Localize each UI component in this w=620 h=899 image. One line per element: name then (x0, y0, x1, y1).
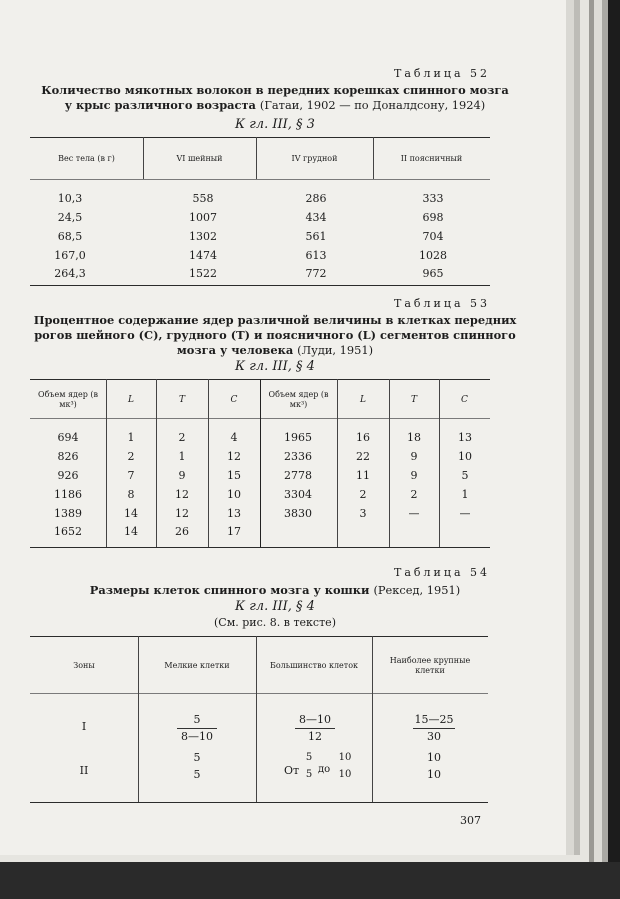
table54-note: (См. рис. 8. в тексте) (214, 616, 336, 629)
table53-cell: 2778 (284, 469, 312, 482)
page-edge (580, 0, 589, 899)
table53-cell: 22 (356, 450, 370, 463)
table53-header-T: T (178, 395, 185, 405)
table54-bottom-rule (30, 802, 488, 803)
table52-header-weight: Вес тела (в г) (58, 154, 115, 163)
table53-cell: 9 (410, 469, 418, 482)
table53-cell: 2336 (284, 450, 312, 463)
table54-label: Таблица 54 (394, 566, 490, 579)
table52-ref: К гл. III, § 3 (235, 117, 315, 132)
table52-cell: 68,5 (57, 230, 83, 243)
table53-cell: 1186 (54, 488, 82, 501)
table52-cell: 772 (305, 267, 327, 280)
table53-header-C: C (461, 395, 468, 405)
table53-cell: 1389 (54, 507, 82, 520)
table52-cell: 10,3 (57, 192, 83, 205)
table53-cell: 12 (175, 488, 189, 501)
table53-cell: 3 (359, 507, 367, 520)
table53-cell: 3304 (284, 488, 312, 501)
table53-cell: 14 (124, 525, 138, 538)
table52-cell: 561 (305, 230, 327, 243)
table54-fraction: 5 5 (193, 751, 201, 781)
table53-cell: 10 (458, 450, 472, 463)
table54-fraction: 8—10 12 (290, 713, 340, 744)
table52-cell: 613 (305, 249, 327, 262)
table53-cell: 13 (227, 507, 241, 520)
page-edge (608, 0, 620, 899)
table53-header-T: T (410, 395, 417, 405)
table53-title-line2: рогов шейного (C), грудного (T) и поясничного (L) сегментов спинного (34, 328, 516, 342)
table53-cell: 2 (359, 488, 367, 501)
table52-header-rule (30, 179, 490, 180)
table54-col-divider (372, 636, 373, 802)
table54-fraction: 5 5 (305, 752, 313, 780)
table52-label: Таблица 52 (394, 67, 490, 80)
table53-cell: 11 (356, 469, 370, 482)
table53-cell: 13 (458, 431, 472, 444)
table53-header-C: C (230, 395, 238, 405)
table52-cell: 264,3 (54, 267, 86, 280)
table52-header-thoracic: IV грудной (291, 154, 338, 163)
table52-cell: 1028 (419, 249, 447, 262)
table54-zone: I (81, 720, 87, 733)
table53-cell: 1 (178, 450, 186, 463)
table53-title-line1: Процентное содержание ядер различной величины в клетках передних (33, 313, 517, 327)
table53-header-volume: Объем ядер (в мк³) (268, 390, 329, 409)
table53-header-L: L (360, 395, 366, 405)
table53-ref: К гл. III, § 4 (235, 359, 315, 374)
table53-label: Таблица 53 (394, 297, 490, 310)
table53-cell: 1 (461, 488, 469, 501)
table53-cell: 7 (127, 469, 135, 482)
table53-title (20, 313, 530, 358)
table54-to-word: до (318, 764, 331, 775)
table53-cell: 18 (407, 431, 421, 444)
table53-cell: 17 (227, 525, 241, 538)
table52-cell: 558 (192, 192, 214, 205)
table54-header-small: Мелкие клетки (164, 661, 230, 670)
table53-cell: 2 (178, 431, 186, 444)
table52-header-lumbar: II поясничный (400, 154, 463, 163)
table53-cell: 16 (356, 431, 370, 444)
table53-cell: 10 (227, 488, 241, 501)
page-edge (566, 0, 574, 899)
table52-cell: 698 (422, 211, 444, 224)
table54-fraction: 15—25 30 (414, 713, 454, 743)
table53-header-L: L (128, 395, 134, 405)
table54-title: Размеры клеток спинного мозга у кошки (Рексед, 1951) (89, 583, 461, 597)
table52-cell: 24,5 (57, 211, 83, 224)
table52-cell: 1302 (189, 230, 217, 243)
table52-cell: 286 (305, 192, 327, 205)
table53-cell: 826 (57, 450, 79, 463)
table54-fraction: 10 10 (338, 752, 352, 780)
table52-cell: 965 (422, 267, 444, 280)
table53-cell: 2 (410, 488, 418, 501)
table53-cell: 8 (127, 488, 135, 501)
table52-top-rule (30, 137, 490, 138)
table53-cell: 1965 (284, 431, 312, 444)
table53-cell: 2 (127, 450, 135, 463)
table53-cell: 14 (124, 507, 138, 520)
table52-cell: 1522 (189, 267, 217, 280)
table54-fraction: 10 10 (427, 751, 441, 781)
table52-cell: 704 (422, 230, 444, 243)
table53-cell: 12 (175, 507, 189, 520)
table53-cell: 15 (227, 469, 241, 482)
table52-title-line2: у крыс различного возраста (Гатаи, 1902 — по Доналдсону, 1924) (64, 98, 486, 112)
table52-cell: 1474 (189, 249, 217, 262)
table54-zone: II (79, 764, 89, 777)
table53-cell: 1 (127, 431, 135, 444)
table54-header-rule (30, 693, 488, 694)
table53-bottom-rule (30, 547, 490, 548)
table54-header-largest: Наиболее крупные клетки (389, 656, 471, 675)
table53-cell: 3830 (284, 507, 312, 520)
table53-cell: 694 (57, 431, 79, 444)
table52-cell: 434 (305, 211, 327, 224)
table53-title-line3: мозга у человека (Луди, 1951) (176, 343, 374, 357)
table52-bottom-rule (30, 285, 490, 286)
table54-fraction: 5 8—10 (172, 713, 222, 744)
page-edge (594, 0, 602, 899)
table53-cell: 1652 (54, 525, 82, 538)
scan-background (0, 862, 620, 899)
table52-title-line1: Количество мякотных волокон в передних корешках спинного мозга (41, 83, 509, 97)
table52-cell: 1007 (189, 211, 217, 224)
table54-ref: К гл. III, § 4 (235, 599, 315, 614)
table52-cell: 167,0 (54, 249, 86, 262)
table53-cell: 26 (175, 525, 189, 538)
table54-header-zones: Зоны (73, 661, 95, 670)
table53-cell: 926 (57, 469, 79, 482)
table53-cell: 12 (227, 450, 241, 463)
table52-title (20, 83, 530, 113)
table52-header-cervical: VI шейный (176, 154, 223, 163)
table53-cell: — (408, 507, 420, 520)
page-number: 307 (460, 814, 481, 827)
table54-top-rule (30, 636, 488, 637)
table53-cell: 4 (230, 431, 238, 444)
table53-header-volume: Объем ядер (в мк³) (38, 390, 98, 409)
table53-cell: — (459, 507, 471, 520)
table52-cell: 333 (422, 192, 444, 205)
table53-cell: 9 (178, 469, 186, 482)
table53-cell: 5 (461, 469, 469, 482)
table53-cell: 9 (410, 450, 418, 463)
table54-header-most: Большинство клеток (269, 661, 359, 670)
table54-from-word: От (284, 764, 300, 777)
